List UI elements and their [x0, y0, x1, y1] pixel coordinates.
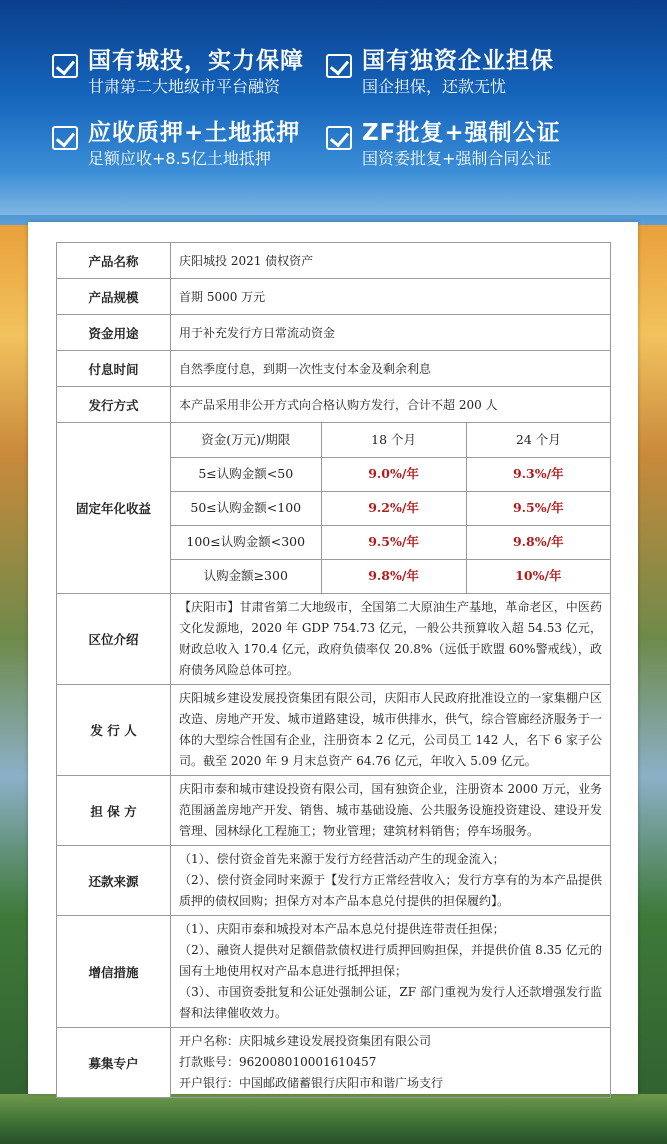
repayment-line: （1）、偿付资金首先来源于发行方经营活动产生的现金流入； [179, 852, 505, 866]
yield-rate-18: 9.5%/年 [321, 525, 466, 559]
table-row [57, 685, 611, 776]
account-line: 开户银行：中国邮政储蓄银行庆阳市和谐广场支行 [179, 1076, 444, 1090]
yield-cell [171, 423, 611, 594]
checkbox-icon [326, 126, 352, 150]
yield-rate-24: 9.3%/年 [466, 457, 610, 491]
table-row [57, 916, 611, 1028]
guarantor-value: 庆阳市泰和城市建设投资有限公司，国有独资企业，注册资本 2000 万元，业务范围涵盖房地产开发、销售、城市基础设施、公共服务设施投资建设、建设开发管理、园林绿化工程施工；物业管理；建筑材料销售；停车场服务。 [171, 776, 611, 846]
product-info-table [56, 242, 611, 1098]
yield-rate-18: 9.8%/年 [321, 559, 466, 593]
yield-row [171, 491, 610, 525]
yield-row [171, 559, 610, 593]
feature-guarantee [326, 46, 554, 98]
table-row [57, 351, 611, 387]
scenery-bottom [0, 1094, 667, 1144]
yield-table [171, 423, 610, 593]
row-label: 资金用途 [57, 315, 171, 351]
row-label: 产品规模 [57, 279, 171, 315]
yield-rate-18: 9.0%/年 [321, 457, 466, 491]
yield-range: 100≤认购金额<300 [171, 525, 321, 559]
credit-line: （2）、融资人提供对足额借款债权进行质押回购担保，并提供价值 8.35 亿元的国有土地使用权对产品本息进行抵押担保； [179, 943, 602, 978]
table-row [57, 1028, 611, 1098]
feature-title: 国有城投，实力保障 [88, 48, 304, 74]
row-label: 发 行 人 [57, 685, 171, 776]
table-row [57, 387, 611, 423]
feature-subtitle: 足额应收+8.5亿土地抵押 [88, 149, 271, 168]
feature-pledge [52, 118, 300, 170]
checkbox-icon [52, 54, 78, 78]
credit-line: （3）、市国资委批复和公证处强制公证，ZF 部门重视为发行人还款增强发行监督和法律催收效力。 [179, 985, 602, 1020]
repayment-value [171, 846, 611, 916]
interest-time-value: 自然季度付息，到期一次性支付本金及剩余利息 [171, 351, 611, 387]
product-name-value: 庆阳城投 2021 债权资产 [171, 243, 611, 279]
row-label: 担 保 方 [57, 776, 171, 846]
yield-range: 认购金额≥300 [203, 568, 288, 584]
row-label: 付息时间 [57, 351, 171, 387]
yield-rate-24: 9.8%/年 [466, 525, 610, 559]
feature-approval [326, 118, 561, 170]
row-label: 增信措施 [57, 916, 171, 1028]
yield-header-row [171, 423, 610, 457]
checkbox-icon [52, 126, 78, 150]
table-row [57, 315, 611, 351]
table-row [57, 776, 611, 846]
yield-row [171, 457, 610, 491]
scenery-right [637, 225, 667, 1144]
product-info-card [28, 222, 638, 1094]
account-line: 开户名称：庆阳城乡建设发展投资集团有限公司 [179, 1034, 432, 1048]
credit-line: （1）、庆阳市泰和城投对本产品本息兑付提供连带责任担保； [179, 922, 505, 936]
promo-header [0, 0, 667, 215]
repayment-line: （2）、偿付资金同时来源于【发行方正常经营收入；发行方享有的为本产品提供质押的债权回购；担保方对本产品本息兑付提供的担保履约】。 [179, 873, 602, 908]
yield-rate-24: 10%/年 [466, 559, 610, 593]
feature-title: ZF批复+强制公证 [362, 120, 561, 146]
checkbox-icon [326, 54, 352, 78]
yield-header: 24 个月 [466, 423, 610, 457]
feature-subtitle: 国资委批复+强制合同公证 [362, 149, 552, 168]
feature-title: 国有独资企业担保 [362, 48, 554, 74]
row-label: 产品名称 [57, 243, 171, 279]
issue-method-value: 本产品采用非公开方式向合格认购方发行，合计不超 200 人 [171, 387, 611, 423]
row-label: 还款来源 [57, 846, 171, 916]
credit-value [171, 916, 611, 1028]
account-value [171, 1028, 611, 1098]
account-line: 打款账号：962008010001610457 [179, 1055, 377, 1069]
table-row [57, 423, 611, 594]
row-label: 固定年化收益 [57, 423, 171, 594]
feature-title: 应收质押+土地抵押 [88, 120, 301, 146]
yield-rate-18: 9.2%/年 [321, 491, 466, 525]
feature-subtitle: 国企担保，还款无忧 [362, 77, 507, 96]
row-label: 区位介绍 [57, 594, 171, 685]
yield-row [171, 525, 610, 559]
table-row [57, 846, 611, 916]
feature-state-owned [52, 46, 304, 98]
yield-header: 资金(万元)/期限 [171, 423, 321, 457]
yield-rate-24: 9.5%/年 [466, 491, 610, 525]
issuer-value: 庆阳城乡建设发展投资集团有限公司，庆阳市人民政府批准设立的一家集棚户区改造、房地产开发、城市道路建设，城市供排水，供气，综合管廊经济服务于一体的大型综合性国有企业，注册资本 2 亿元，公司员工 142 人，名下 6 家子公司。截至 2020 年 9 月末总资产 64.76 亿元，年收入 5.09 亿元。 [171, 685, 611, 776]
table-row [57, 594, 611, 685]
yield-range: 50≤认购金额<100 [171, 491, 321, 525]
fund-use-value: 用于补充发行方日常流动资金 [171, 315, 611, 351]
scenery-left [0, 225, 30, 1144]
table-row [57, 279, 611, 315]
product-scale-value: 首期 5000 万元 [171, 279, 611, 315]
region-value: 【庆阳市】甘肃省第二大地级市，全国第二大原油生产基地，革命老区，中医药文化发源地，2020 年 GDP 754.73 亿元，一般公共预算收入超 54.53 亿元，财政总收入 170.4 亿元，政府负债率仅 20.8%（远低于欧盟 60%警戒线），政府债务风险总体可控。 [171, 594, 611, 685]
feature-subtitle: 甘肃第二大地级市平台融资 [88, 77, 281, 96]
row-label: 发行方式 [57, 387, 171, 423]
yield-header: 18 个月 [321, 423, 466, 457]
table-row [57, 243, 611, 279]
yield-range: 5≤认购金额<50 [171, 457, 321, 491]
row-label: 募集专户 [57, 1028, 171, 1098]
